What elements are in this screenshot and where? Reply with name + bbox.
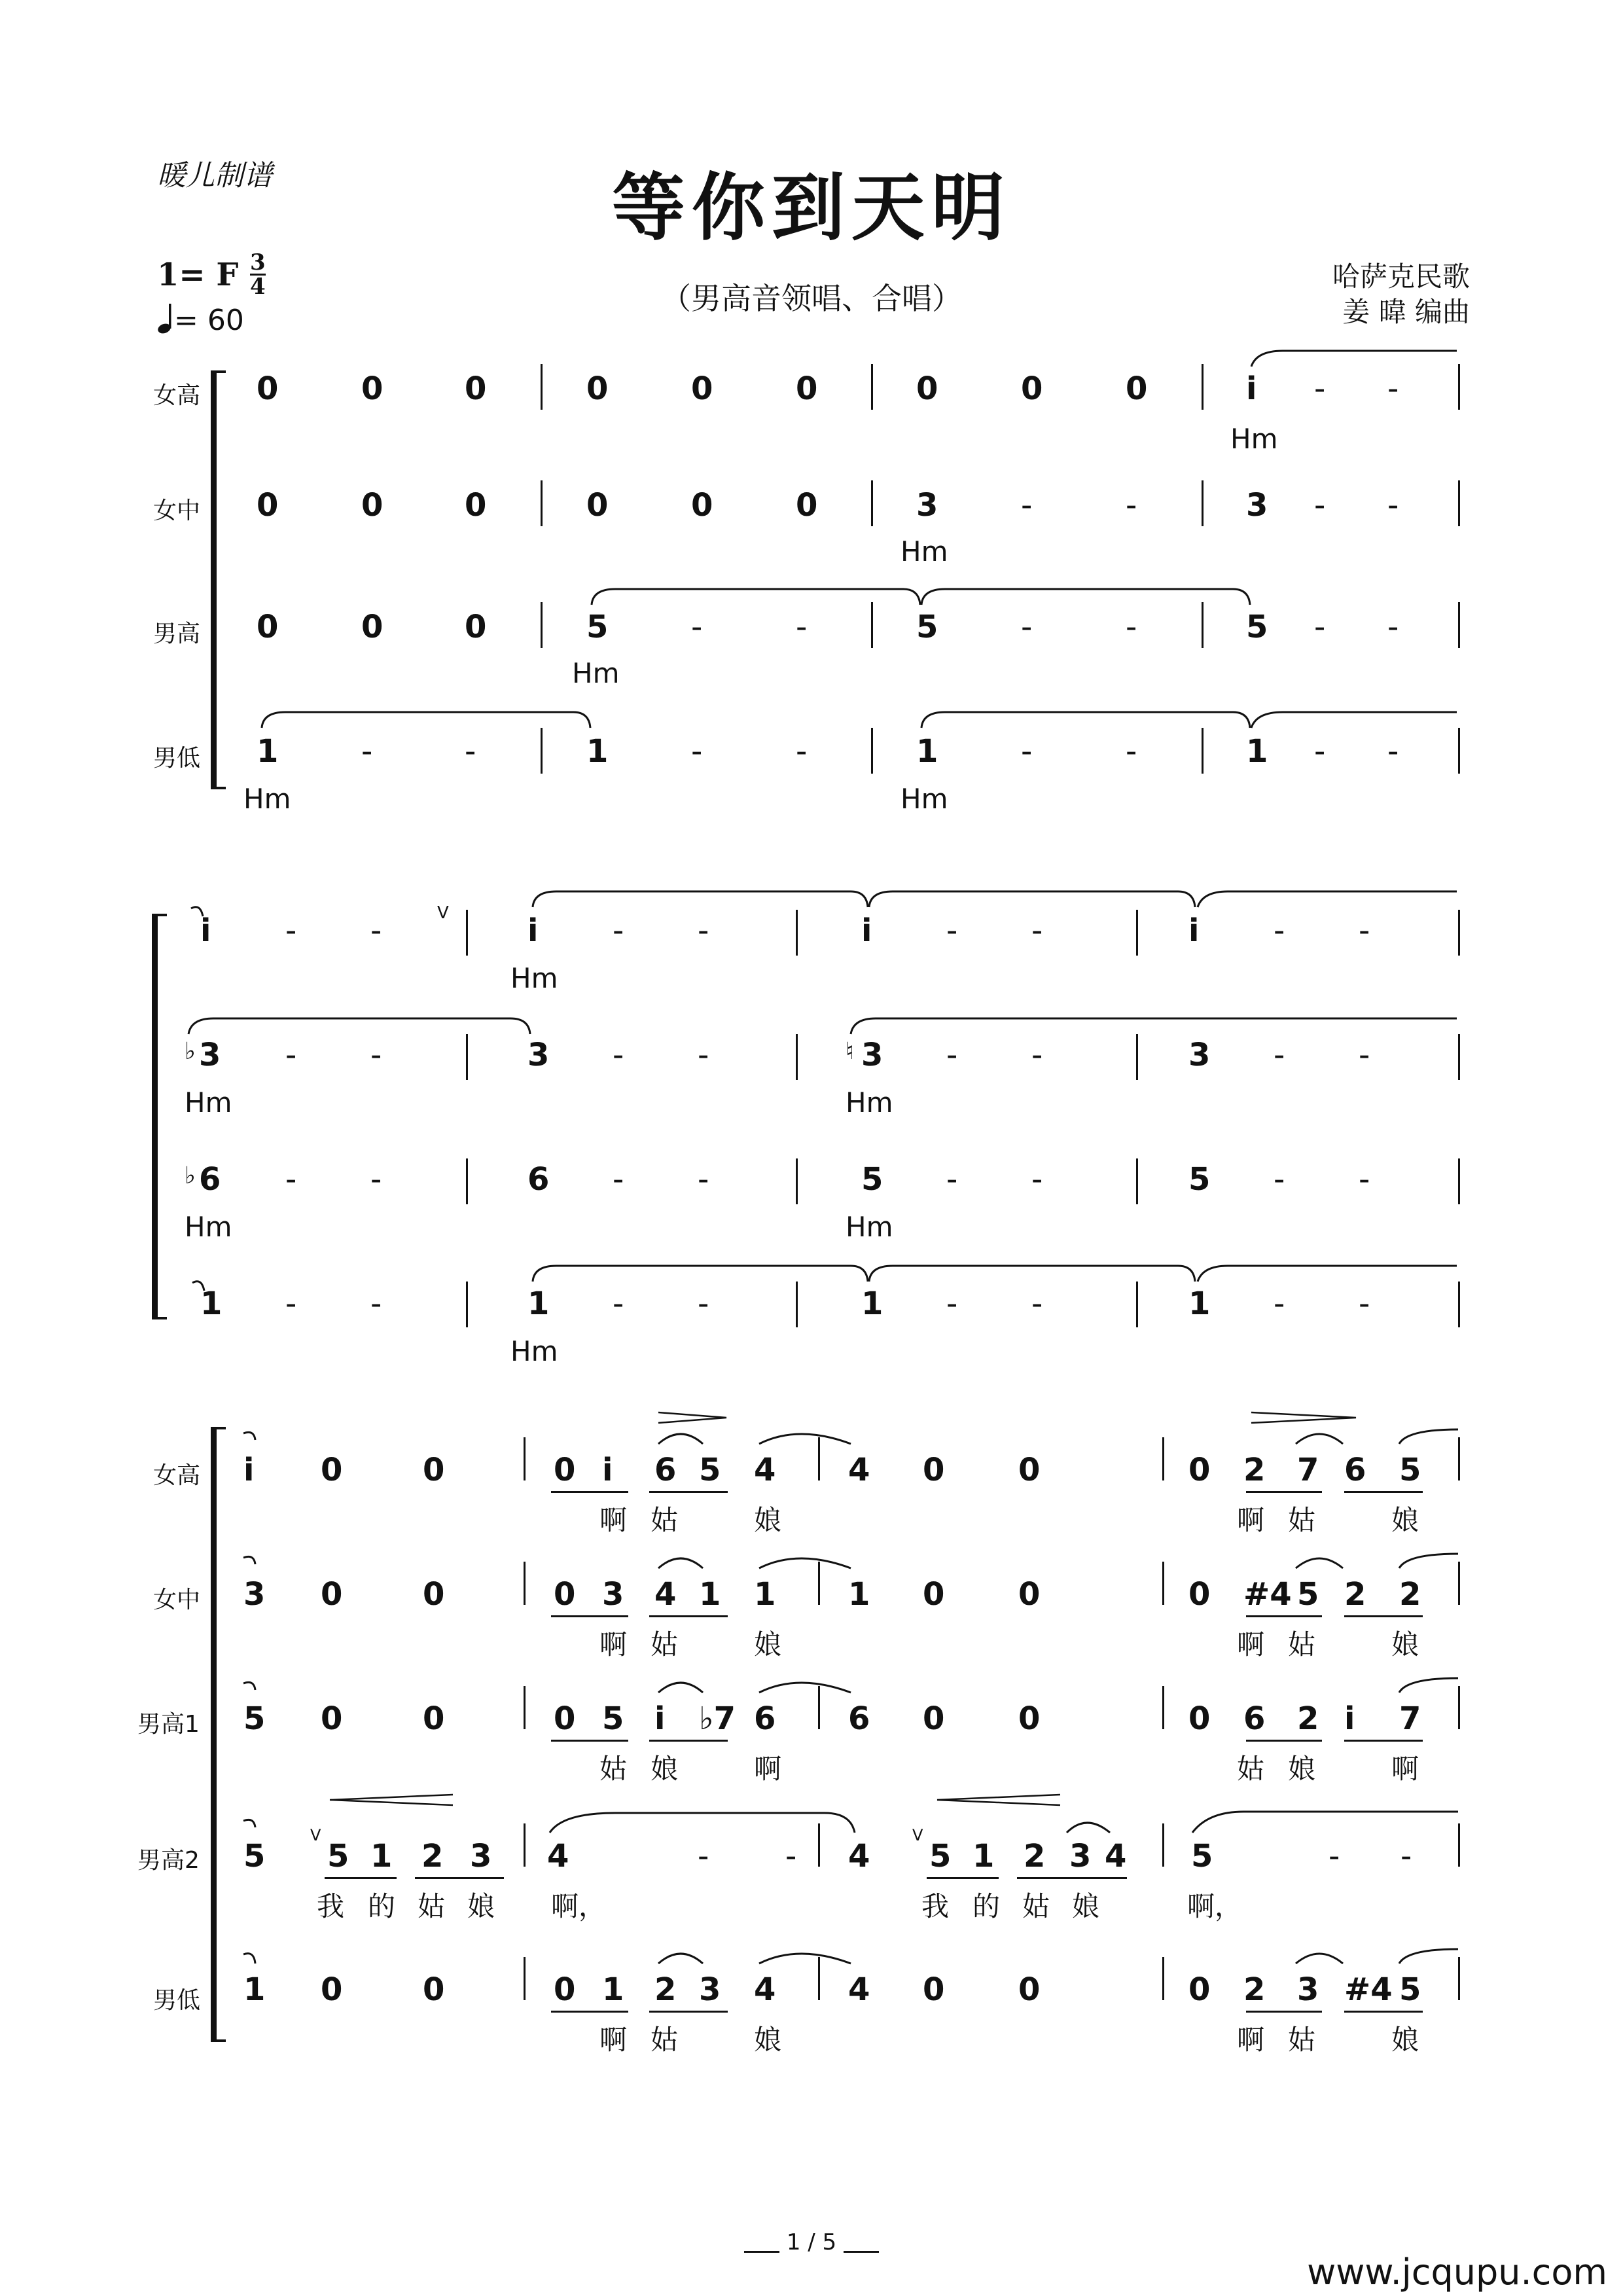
note: 6 [199,1161,221,1198]
note: i [861,912,872,949]
lyric: 娘 [754,1504,782,1536]
note: 0 [465,370,487,407]
sustain-dash: - [698,1285,709,1322]
sustain-dash: - [1274,1037,1285,1073]
lyric: 我 [921,1890,950,1922]
note: 0 [361,487,383,524]
sustain-dash: - [698,1838,709,1874]
note: i [243,1452,255,1488]
note: 4 [754,1452,776,1488]
sustain-dash: - [1387,370,1399,407]
note: 7 [1297,1452,1319,1488]
lyric: Hm [901,535,948,567]
sustain-dash: - [691,609,703,645]
note: #4 [1344,1971,1393,2008]
lyric: 娘 [754,2024,782,2056]
lyric: 姑 [1288,1628,1316,1660]
part-label: 女高 [153,382,201,409]
note: 1 [257,733,279,770]
lyric: 姑 [1022,1890,1050,1922]
note: 1 [243,1971,266,2008]
note: 0 [554,1700,576,1737]
sustain-dash: - [613,1285,624,1322]
sustain-dash: - [1387,733,1399,770]
note: 0 [257,370,279,407]
note: 2 [1297,1700,1319,1737]
site-watermark: www.jcqupu.com [1307,2251,1607,2293]
arranger: 姜 暐 编曲 [1342,296,1470,328]
note: 5 [1188,1161,1211,1198]
note: 3 [602,1576,624,1613]
time-top: 3 [250,249,266,276]
lyric: 的 [972,1890,1001,1922]
sustain-dash: - [946,1161,958,1198]
note: 5 [1297,1576,1319,1613]
lyric: Hm [901,783,948,815]
sustain-dash: - [370,1285,382,1322]
sustain-dash: - [1126,609,1137,645]
note: 2 [1344,1576,1366,1613]
note: 5 [327,1838,349,1874]
note: 0 [1188,1700,1211,1737]
note: 6 [848,1700,870,1737]
note: 5 [1399,1452,1421,1488]
note: 0 [361,370,383,407]
note: 0 [796,487,818,524]
sustain-dash: - [946,1037,958,1073]
note: 5 [1191,1838,1213,1874]
note: 4 [848,1452,870,1488]
note: 0 [423,1971,445,2008]
lyric: 姑 [651,2024,679,2056]
lyric: 啊 [599,1628,628,1660]
note: 4 [654,1576,677,1613]
part-label: 女高 [153,1462,201,1489]
sustain-dash: - [285,1285,297,1322]
note: 0 [1188,1576,1211,1613]
note: 0 [923,1576,945,1613]
lyric: Hm [1230,423,1278,455]
note: 0 [691,370,713,407]
sustain-dash: - [1031,912,1043,949]
note: 1 [1188,1285,1211,1322]
note: 5 [586,609,609,645]
part-label: 女中 [153,1587,201,1613]
sustain-dash: - [1314,733,1326,770]
lyric: 姑 [1288,1504,1316,1536]
song-subtitle: （男高音领唱、合唱） [661,281,962,316]
tempo-value: = 60 [174,304,244,337]
lyric: Hm [185,1086,232,1119]
note: 0 [1018,1576,1041,1613]
note: 5 [243,1700,266,1737]
part-label: 男低 [153,745,201,772]
note: 0 [1018,1700,1041,1737]
note: 0 [923,1700,945,1737]
sustain-dash: - [613,1037,624,1073]
note: 3 [1246,487,1268,524]
note: 1 [972,1838,995,1874]
note: 2 [1024,1838,1046,1874]
note: 3 [1069,1838,1092,1874]
note: 1 [848,1576,870,1613]
lyric: 啊 [1237,1628,1265,1660]
lyric: Hm [846,1086,893,1119]
part-label: 男高2 [137,1847,200,1874]
lyric: Hm [572,657,620,689]
note: 0 [321,1452,343,1488]
lyric: 娘 [651,1753,679,1785]
sustain-dash: - [285,1037,297,1073]
sustain-dash: - [785,1838,797,1874]
note: i [602,1452,613,1488]
note: 2 [654,1971,677,2008]
note: 7 [1399,1700,1421,1737]
note: 1 [527,1285,550,1322]
note: 0 [361,609,383,645]
note: 5 [861,1161,883,1198]
sustain-dash: - [698,912,709,949]
note: i [527,912,539,949]
sustain-dash: - [1021,487,1033,524]
note: 4 [848,1971,870,2008]
sustain-dash: - [1126,733,1137,770]
sustain-dash: - [1359,1161,1370,1198]
note: 3 [527,1037,550,1073]
note: 0 [321,1576,343,1613]
note: 0 [554,1452,576,1488]
sustain-dash: - [285,1161,297,1198]
lyric: 娘 [1391,1504,1419,1536]
sustain-dash: - [796,609,808,645]
note: 3 [1188,1037,1211,1073]
note: 0 [554,1576,576,1613]
sustain-dash: - [1021,733,1033,770]
note: 3 [199,1037,221,1073]
flat-sign: ♭ [185,1162,196,1189]
sustain-dash: - [361,733,373,770]
lyric: Hm [510,1335,558,1367]
sustain-dash: - [1126,487,1137,524]
song-title: 等你到天明 [612,165,1011,251]
lyric: 娘 [1072,1890,1100,1922]
breath-mark: V [912,1826,923,1844]
note: i [1246,370,1257,407]
note: 2 [1243,1971,1266,2008]
note: 5 [699,1452,721,1488]
note: 0 [1018,1971,1041,2008]
sustain-dash: - [1314,370,1326,407]
note: 0 [1188,1452,1211,1488]
sustain-dash: - [1314,487,1326,524]
note: 0 [465,487,487,524]
note: 4 [754,1971,776,2008]
sustain-dash: - [370,912,382,949]
note: 0 [1126,370,1148,407]
sustain-dash: - [946,912,958,949]
note: 0 [586,370,609,407]
note: 6 [527,1161,550,1198]
key-signature: 1= F [157,257,239,293]
note: 1 [916,733,938,770]
note: 6 [754,1700,776,1737]
note: 0 [691,487,713,524]
lyric: 啊 [1237,1504,1265,1536]
note: 0 [1188,1971,1211,2008]
note: 5 [1399,1971,1421,2008]
note: 4 [547,1838,569,1874]
sustain-dash: - [1031,1037,1043,1073]
sustain-dash: - [946,1285,958,1322]
note: 3 [916,487,938,524]
song-origin: 哈萨克民歌 [1332,260,1470,293]
lyric: 我 [317,1890,345,1922]
sustain-dash: - [370,1161,382,1198]
lyric: Hm [185,1211,232,1243]
lyric: 娘 [1288,1753,1316,1785]
sustain-dash: - [1400,1838,1412,1874]
sustain-dash: - [1359,1285,1370,1322]
page-number: ​ 1 / 5 [743,2229,837,2255]
lyric: 啊， [551,1890,607,1922]
note: 3 [699,1971,721,2008]
sustain-dash: - [1274,1161,1285,1198]
note: #4 [1243,1576,1292,1613]
sustain-dash: - [465,733,476,770]
note: 1 [754,1576,776,1613]
note: 6 [1243,1700,1266,1737]
natural-sign: ♮ [846,1038,854,1065]
note: 0 [1018,1452,1041,1488]
sustain-dash: - [285,912,297,949]
lyric: 姑 [651,1628,679,1660]
note: 1 [861,1285,883,1322]
note: 6 [654,1452,677,1488]
note: i [654,1700,666,1737]
lyric: 啊 [1237,2024,1265,2056]
sustain-dash: - [1314,609,1326,645]
sustain-dash: - [613,912,624,949]
lyric: 娘 [467,1890,495,1922]
note: 1 [699,1576,721,1613]
part-label: 男高1 [137,1711,200,1738]
lyric: 啊 [599,1504,628,1536]
sustain-dash: - [1359,912,1370,949]
note: 0 [257,609,279,645]
note: 3 [1297,1971,1319,2008]
note: i [1188,912,1200,949]
lyric: 姑 [1237,1753,1265,1785]
note: 0 [916,370,938,407]
note: 0 [923,1971,945,2008]
lyric: 啊 [599,2024,628,2056]
note: 0 [554,1971,576,2008]
note: ♭7 [699,1700,736,1737]
breath-mark: V [310,1826,321,1844]
lyric: 娘 [754,1628,782,1660]
score-maker: 暖儿制谱 [157,159,272,192]
note: 5 [602,1700,624,1737]
note: 0 [257,487,279,524]
note: 5 [1246,609,1268,645]
note: 3 [470,1838,492,1874]
note: 0 [423,1452,445,1488]
flat-sign: ♭ [185,1038,196,1065]
note: 2 [1243,1452,1266,1488]
sustain-dash: - [698,1161,709,1198]
note: 0 [465,609,487,645]
note: 4 [1105,1838,1127,1874]
sustain-dash: - [613,1161,624,1198]
note: 3 [243,1576,266,1613]
lyric: 娘 [1391,1628,1419,1660]
note: 0 [423,1576,445,1613]
lyric: 啊 [1391,1753,1419,1785]
part-label: 男低 [153,1987,201,2014]
note: 4 [848,1838,870,1874]
note: 5 [243,1838,266,1874]
lyric: 的 [368,1890,396,1922]
note: 0 [1021,370,1043,407]
lyric: 姑 [651,1504,679,1536]
sustain-dash: - [1387,609,1399,645]
note: 1 [586,733,609,770]
note: 0 [796,370,818,407]
note: 5 [929,1838,952,1874]
note: 1 [602,1971,624,2008]
sustain-dash: - [370,1037,382,1073]
note: i [1344,1700,1355,1737]
sustain-dash: - [796,733,808,770]
lyric: 啊， [1187,1890,1243,1922]
note: 1 [370,1838,393,1874]
lyric: 娘 [1391,2024,1419,2056]
note: 2 [421,1838,444,1874]
sustain-dash: - [1031,1285,1043,1322]
time-bottom: 4 [250,274,266,300]
note: 2 [1399,1576,1421,1613]
lyric: 姑 [1288,2024,1316,2056]
note: 0 [321,1971,343,2008]
sustain-dash: - [1329,1838,1340,1874]
lyric: 姑 [599,1753,628,1785]
page-number-text: 1 / 5 [786,2229,837,2255]
breath-mark: V [437,903,449,923]
note: 0 [586,487,609,524]
note: 1 [1246,733,1268,770]
note: 1 [200,1285,223,1322]
part-label: 女中 [153,497,201,524]
lyric: Hm [243,783,291,815]
note: 6 [1344,1452,1366,1488]
note: 0 [321,1700,343,1737]
sustain-dash: - [1359,1037,1370,1073]
part-label: 男高 [153,620,201,647]
sustain-dash: - [698,1037,709,1073]
note: 3 [861,1037,883,1073]
lyric: 姑 [418,1890,446,1922]
note: 0 [923,1452,945,1488]
lyric: Hm [510,962,558,994]
sustain-dash: - [1387,487,1399,524]
sustain-dash: - [1274,1285,1285,1322]
lyric: 啊 [754,1753,782,1785]
note: 0 [423,1700,445,1737]
note: 5 [916,609,938,645]
sustain-dash: - [1031,1161,1043,1198]
sustain-dash: - [691,733,703,770]
sustain-dash: - [1274,912,1285,949]
lyric: Hm [846,1211,893,1243]
note: i [200,912,211,949]
sustain-dash: - [1021,609,1033,645]
